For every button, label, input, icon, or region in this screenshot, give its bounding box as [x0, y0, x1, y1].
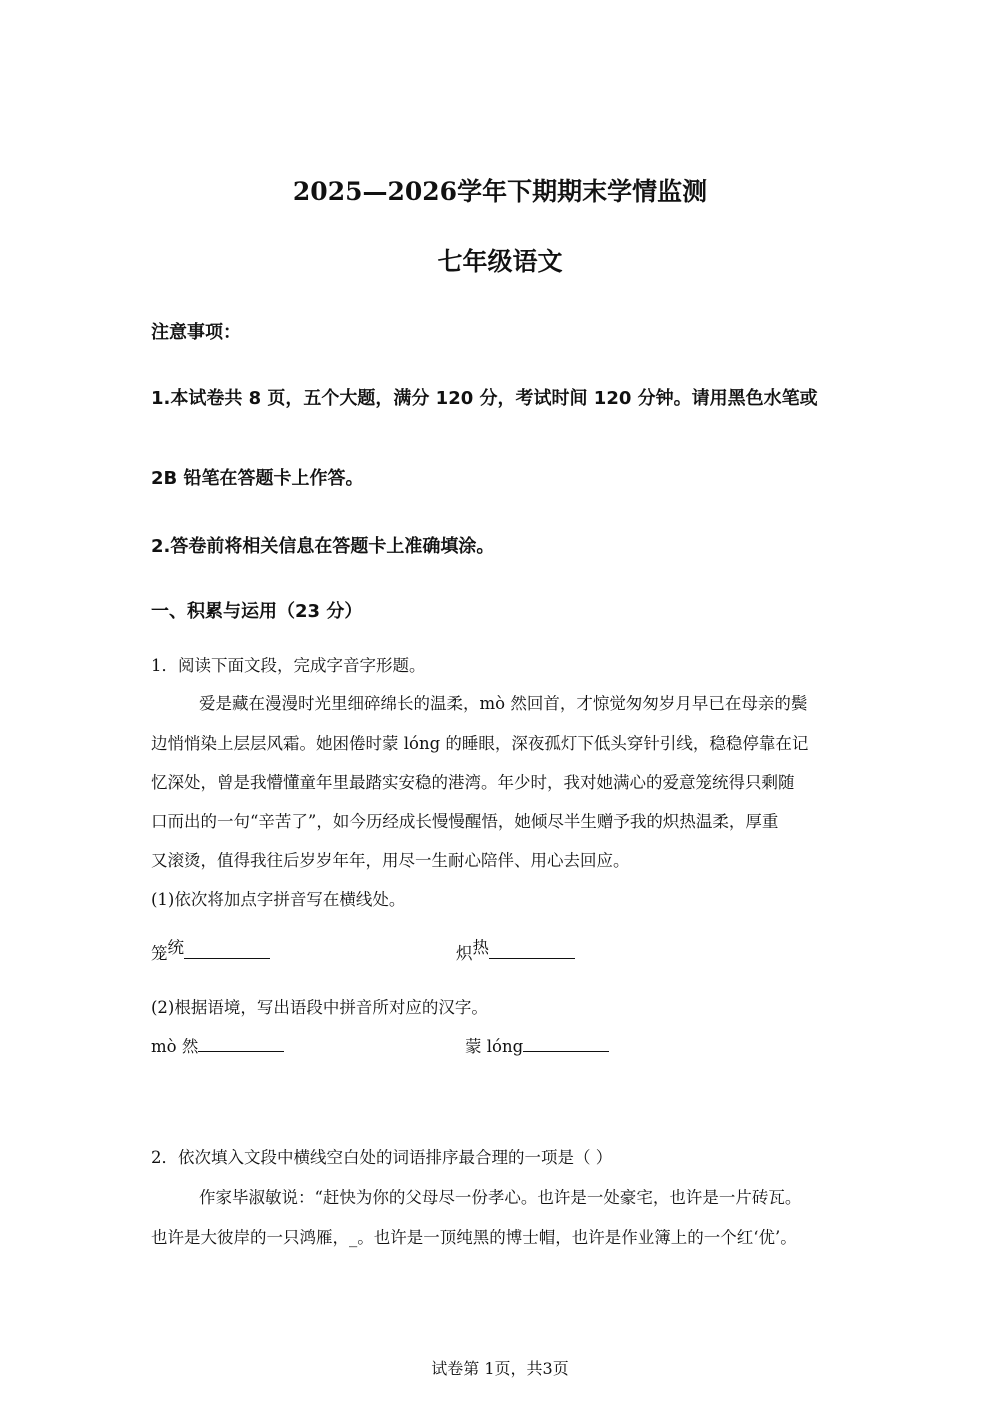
passage-line-2: 边悄悄染上层层风霜。她困倦时蒙 lóng 的睡眼，深夜孤灯下低头穿针引线，稳稳停靠在记: [151, 734, 809, 753]
passage-line-1: 爱是藏在漫漫时光里细碎绵长的温柔，mò 然回首，才惊觉匆匆岁月早已在母亲的鬓: [199, 694, 808, 713]
passage-line-3: 忆深处，曾是我懵懂童年里最踏实安稳的港湾。年少时，我对她满心的爱意笼统得只剩随: [151, 773, 795, 792]
answer-blank-c[interactable]: [198, 1037, 284, 1052]
exam-subtitle: 七年级语文: [437, 247, 563, 276]
exam-title: 2025—2026学年下期期末学情监测: [292, 177, 708, 206]
dotted-char-3: 炽: [456, 944, 473, 963]
notice-item-1-line-2: 2B 铅笔在答题卡上作答。: [151, 468, 364, 489]
notice-item-1-line-1: 1.本试卷共 8 页，五个大题，满分 120 分，考试时间 120 分钟。请用黑色水笔或: [151, 388, 818, 409]
pinyin-answer-b: [456, 940, 575, 964]
sub-question-1: (1)依次将加点字拼音写在横线处。: [151, 890, 406, 909]
section-1-heading: 一、积累与运用（23 分）: [151, 601, 363, 622]
question-1-prompt: 1．阅读下面文段，完成字音字形题。: [151, 656, 426, 675]
answer-blank-d[interactable]: [523, 1037, 609, 1052]
q2-passage-part-2: 。也许是一顶纯黑的博士帽，也许是作业簿上的一个红‘优’。: [357, 1228, 797, 1247]
q2-passage-part-1: 也许是大彼岸的一只鸿雁，: [151, 1228, 349, 1247]
pinyin-answer-a: [151, 940, 270, 964]
answer-blank-a[interactable]: [184, 944, 270, 959]
q2-passage-blank: _: [349, 1228, 358, 1247]
q2-passage-line-2: [151, 1224, 797, 1248]
pinyin-mo: mò 然: [151, 1037, 199, 1056]
question-2-prompt: 2．依次填入文段中横线空白处的词语排序最合理的一项是（ ）: [151, 1148, 613, 1167]
notice-heading: 注意事项：: [151, 322, 241, 343]
answer-blank-b[interactable]: [489, 944, 575, 959]
sub-question-2: (2)根据语境，写出语段中拼音所对应的汉字。: [151, 998, 488, 1017]
char-4: 热: [472, 938, 489, 957]
page-footer: 试卷第 1页，共3页: [431, 1359, 569, 1378]
dotted-char-1: 笼: [151, 944, 168, 963]
passage-line-5: 又滚烫，值得我往后岁岁年年，用尽一生耐心陪伴、用心去回应。: [151, 851, 630, 870]
q2-passage-line-1: 作家毕淑敏说：“赶快为你的父母尽一份孝心。也许是一处豪宅，也许是一片砖瓦。: [199, 1188, 802, 1207]
notice-item-2: 2.答卷前将相关信息在答题卡上准确填涂。: [151, 536, 495, 557]
char-2: 统: [167, 938, 184, 957]
hanzi-answer-b: [465, 1033, 609, 1057]
passage-line-4: 口而出的一句“辛苦了”，如今历经成长慢慢醒悟，她倾尽半生赠予我的炽热温柔，厚重: [151, 812, 779, 831]
pinyin-long: 蒙 lóng: [465, 1037, 524, 1056]
hanzi-answer-a: [151, 1033, 284, 1057]
